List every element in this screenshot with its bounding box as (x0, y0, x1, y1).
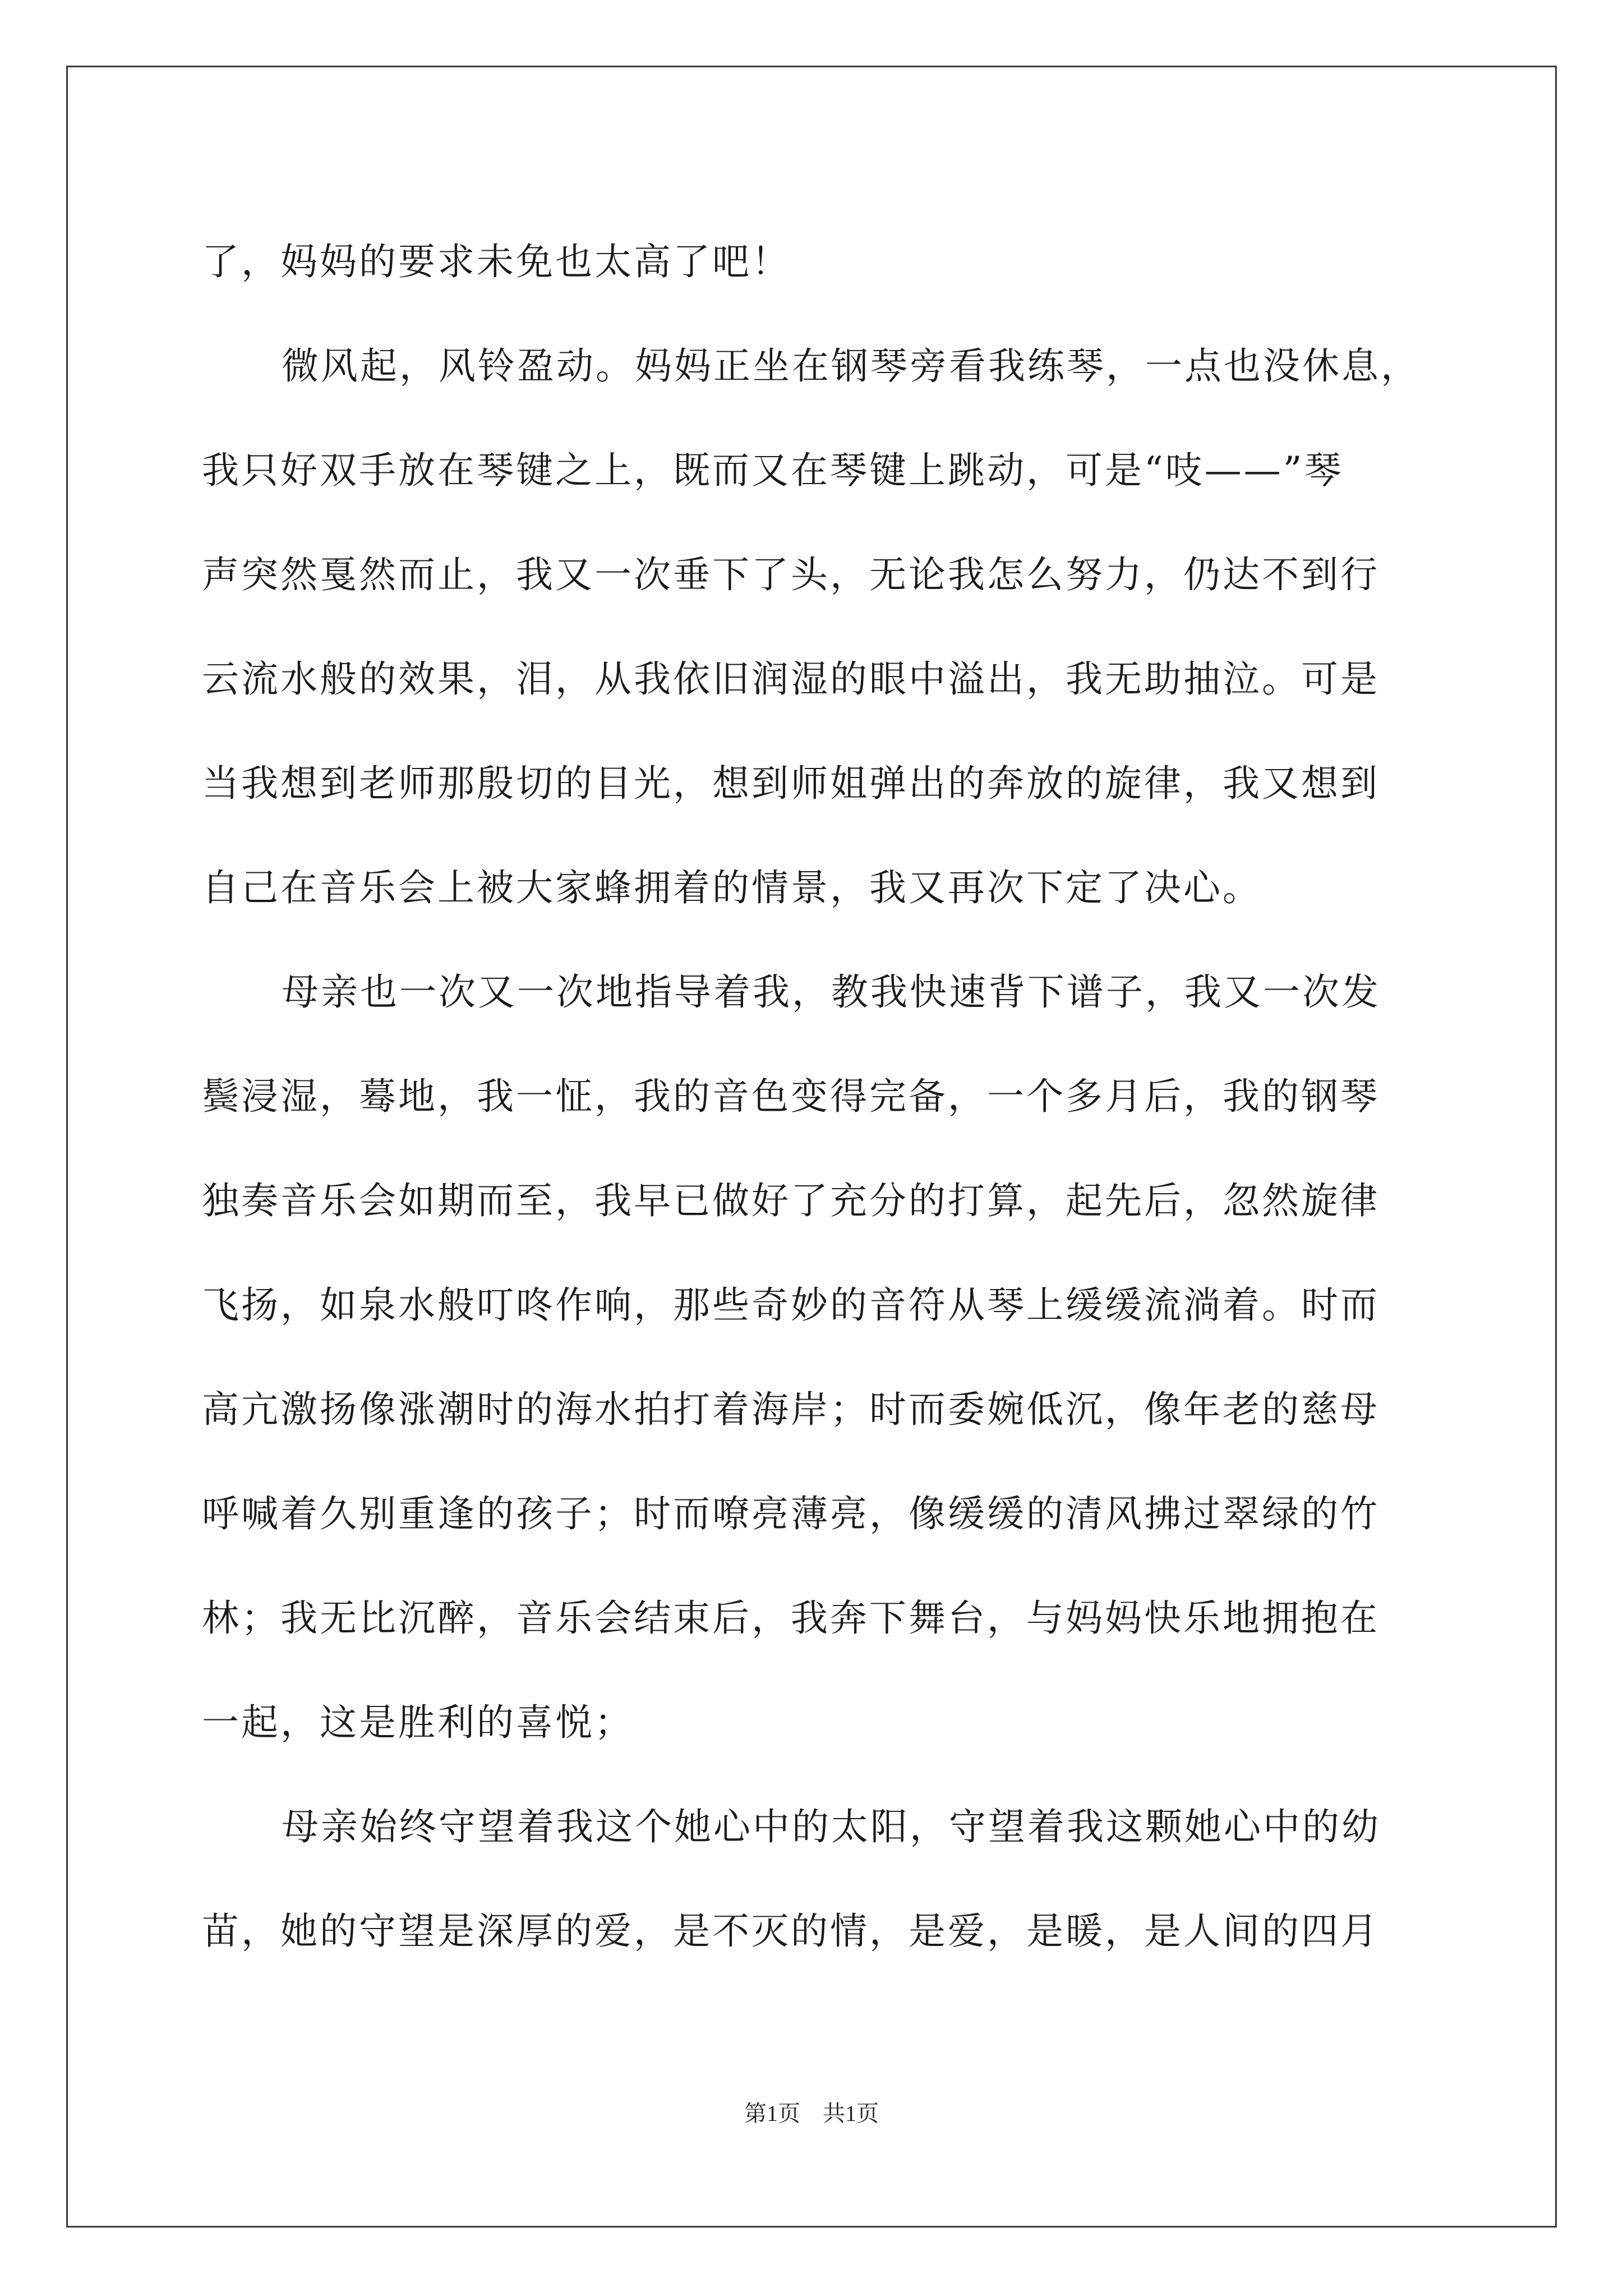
text-line: 苗，她的守望是深厚的爱，是不灭的情，是爱，是暖，是人间的四月 (202, 1910, 1380, 1953)
text-line: 呼喊着久别重逢的孩子；时而嘹亮薄亮，像缓缓的清风拂过翠绿的竹 (202, 1492, 1380, 1535)
page-total: 共1页 (823, 2101, 879, 2126)
text-line: 鬓浸湿，蓦地，我一怔，我的音色变得完备，一个多月后，我的钢琴 (202, 1075, 1380, 1118)
text-line: 母亲始终守望着我这个她心中的太阳，守望着我这颗她心中的幼 (282, 1805, 1381, 1848)
text-line: 飞扬，如泉水般叮咚作响，那些奇妙的音符从琴上缓缓流淌着。时而 (202, 1283, 1380, 1327)
text-line: 云流水般的效果，泪，从我依旧润湿的眼中溢出，我无助抽泣。可是 (202, 657, 1380, 701)
text-line: 林；我无比沉醉，音乐会结束后，我奔下舞台，与妈妈快乐地拥抱在 (202, 1596, 1380, 1640)
text-line: 高亢激扬像涨潮时的海水拍打着海岸；时而委婉低沉，像年老的慈母 (202, 1388, 1380, 1431)
page-footer (0, 2097, 1623, 2131)
page-number: 第1页 (744, 2101, 800, 2126)
text-line: 母亲也一次又一次地指导着我，教我快速背下谱子，我又一次发 (282, 970, 1381, 1014)
text-line: 自己在音乐会上被大家蜂拥着的情景，我又再次下定了决心。 (202, 866, 1262, 909)
text-line: 微风起，风铃盈动。妈妈正坐在钢琴旁看我练琴，一点也没休息， (282, 344, 1420, 388)
text-line: 我只好双手放在琴键之上，既而又在琴键上跳动，可是“吱——”琴 (202, 449, 1344, 492)
text-line: 声突然戛然而止，我又一次垂下了头，无论我怎么努力，仍达不到行 (202, 553, 1380, 596)
text-line: 当我想到老师那殷切的目光，想到师姐弹出的奔放的旋律，我又想到 (202, 762, 1380, 805)
document-body (202, 210, 1433, 1984)
text-line: 了，妈妈的要求未免也太高了吧！ (202, 240, 791, 283)
text-line: 一起，这是胜利的喜悦； (202, 1701, 634, 1744)
text-line: 独奏音乐会如期而至，我早已做好了充分的打算，起先后，忽然旋律 (202, 1179, 1380, 1222)
